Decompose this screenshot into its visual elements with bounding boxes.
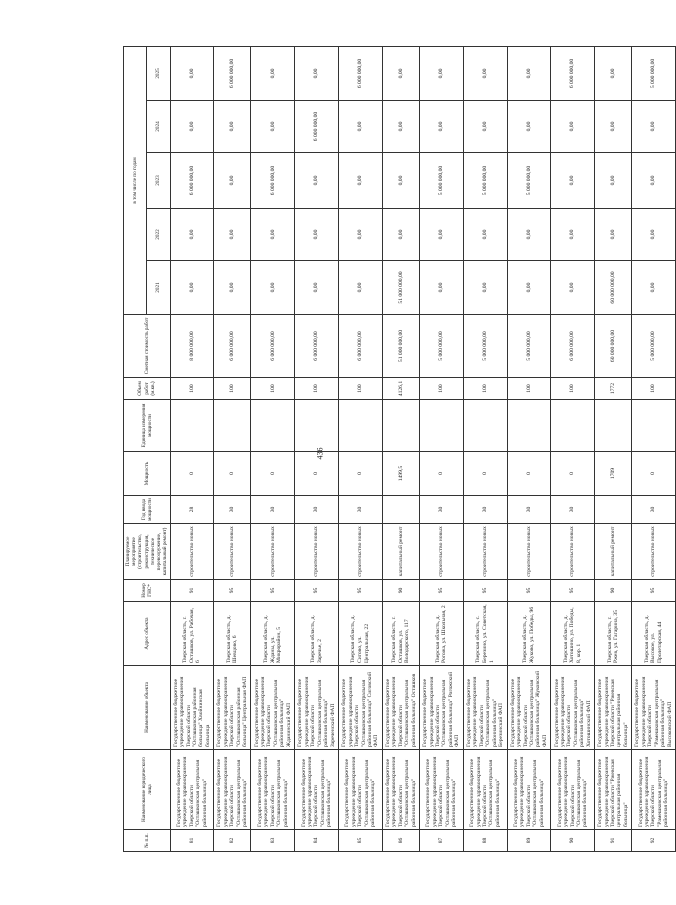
cell-type: строительство новых [250, 524, 294, 580]
cell-y2024: 0,00 [550, 101, 594, 153]
cell-y2025: 0,00 [419, 46, 463, 100]
table-row [594, 46, 631, 851]
table-body [170, 46, 676, 851]
header-capacity: Мощность [123, 452, 170, 496]
cell-y2025: 5 000 000,00 [631, 46, 675, 100]
cell-y2024: 0,00 [382, 101, 419, 153]
cell-nominal: 100 [507, 378, 551, 400]
cell-address: Тверская область, д. Хотошино, ул. Победы, 8, кор. 1 [550, 602, 594, 666]
cell-customer: Государственное бюджетное учреждение здравоохранения Тверской области "Осташковская центральная районная больница" [463, 750, 507, 830]
cell-y2025: 0,00 [294, 46, 338, 100]
cell-start-year [594, 496, 631, 524]
cell-num: 87 [419, 830, 463, 852]
cell-type: строительство новых [170, 524, 214, 580]
cell-total-cost: 5 000 000,00 [463, 315, 507, 378]
table-row [507, 46, 551, 851]
cell-start-year: 30 [507, 496, 551, 524]
cell-y2021: 0,00 [419, 261, 463, 315]
cell-num: 90 [550, 830, 594, 852]
header-row-top [123, 46, 146, 851]
cell-code: 90 [382, 580, 419, 602]
cell-object: Государственное бюджетное учреждение здравоохранения Тверской области "Осташковская центральная районная больница" Рогожский ФАП [419, 666, 463, 750]
cell-nominal: 100 [550, 378, 594, 400]
cell-start-year: 30 [250, 496, 294, 524]
cell-nominal: 100 [419, 378, 463, 400]
cell-object: Государственное бюджетное учреждение здравоохранения Тверской области "Осташковская центральная районная больница" Жданинский ФАП [250, 666, 294, 750]
cell-start-year: 30 [631, 496, 675, 524]
cell-y2022: 0,00 [463, 209, 507, 261]
cell-object: Государственное бюджетное учреждение здравоохранения Тверской области "Ржевская центральная районная больница" [594, 666, 631, 750]
cell-num: 91 [594, 830, 631, 852]
header-address: Адрес объекта [123, 602, 170, 666]
cell-nominal: 100 [463, 378, 507, 400]
header-capacity-unit: Единица измерения мощности [123, 400, 170, 452]
cell-capacity: 0 [250, 452, 294, 496]
cell-code: 91 [170, 580, 214, 602]
cell-y2023: 0,00 [631, 153, 675, 209]
header-code: Номер ГНС* [123, 580, 170, 602]
cell-type: строительство новых [507, 524, 551, 580]
header-year-2024: 2024 [146, 101, 169, 153]
cell-y2024: 0,00 [250, 101, 294, 153]
cell-total-cost: 60 000 000,00 [594, 315, 631, 378]
cell-y2025: 0,00 [594, 46, 631, 100]
cell-nominal: 100 [631, 378, 675, 400]
cell-code: 95 [213, 580, 250, 602]
cell-total-cost: 5 000 000,00 [631, 315, 675, 378]
cell-code: 95 [250, 580, 294, 602]
header-year-2023: 2023 [146, 153, 169, 209]
cell-start-year: 28 [170, 496, 214, 524]
table-row [631, 46, 675, 851]
cell-nominal: 100 [294, 378, 338, 400]
cell-address: Тверская область, с. Березино, ул. Советская, 1 [463, 602, 507, 666]
cell-customer: Государственное бюджетное учреждение здравоохранения Тверской области "Осташковская центральная районная больница" [507, 750, 551, 830]
cell-start-year [382, 496, 419, 524]
cell-y2022: 0,00 [170, 209, 214, 261]
cell-y2024: 0,00 [594, 101, 631, 153]
cell-y2021: 60 000 000,00 [594, 261, 631, 315]
cell-capacity-unit [463, 400, 507, 452]
cell-capacity-unit [631, 400, 675, 452]
cell-capacity: 1709 [594, 452, 631, 496]
cell-customer: Государственное бюджетное учреждение здравоохранения Тверской области "Осташковская центральная районная больница" [550, 750, 594, 830]
table-row [170, 46, 214, 851]
table-row [338, 46, 382, 851]
cell-y2023: 6 000 000,00 [170, 153, 214, 209]
cell-object: Государственное бюджетное учреждение здравоохранения Тверской области "Осташковская районная больница" Хвойнинская больница [170, 666, 214, 750]
cell-address: Тверская область, д. Высокое, ул. Пролетарская, 44 [631, 602, 675, 666]
cell-customer: Государственное бюджетное учреждение здравоохранения Тверской области "Осташковская центральная районная больница" [419, 750, 463, 830]
cell-num: 81 [170, 830, 214, 852]
cell-type: строительство новых [419, 524, 463, 580]
cell-total-cost: 51 000 000,00 [382, 315, 419, 378]
cell-capacity-unit [294, 400, 338, 452]
cell-num: 82 [213, 830, 250, 852]
cell-object: Государственное бюджетное учреждение здравоохранения Тверской области "Осташковская центральная районная больница" Березинский ФАП [463, 666, 507, 750]
cell-capacity: 0 [338, 452, 382, 496]
cell-capacity: 0 [507, 452, 551, 496]
cell-code: 95 [338, 580, 382, 602]
cell-capacity-unit [594, 400, 631, 452]
cell-y2023: 0,00 [213, 153, 250, 209]
cell-y2023: 0,00 [550, 153, 594, 209]
cell-capacity: 0 [463, 452, 507, 496]
table-row [250, 46, 294, 851]
header-total-cost: Сметная стоимость работ [123, 315, 170, 378]
cell-type: строительство новых [631, 524, 675, 580]
cell-capacity-unit [550, 400, 594, 452]
cell-y2022: 0,00 [213, 209, 250, 261]
cell-code: 95 [631, 580, 675, 602]
cell-start-year: 30 [213, 496, 250, 524]
table-row [213, 46, 250, 851]
cell-nominal: 100 [213, 378, 250, 400]
cell-y2025: 6 000 000,00 [213, 46, 250, 100]
cell-y2024: 0,00 [463, 101, 507, 153]
cell-y2024: 0,00 [170, 101, 214, 153]
cell-num: 86 [382, 830, 419, 852]
cell-total-cost: 8 000 000,00 [170, 315, 214, 378]
cell-y2023: 6 000 000,00 [250, 153, 294, 209]
cell-capacity: 0 [170, 452, 214, 496]
cell-y2021: 0,00 [170, 261, 214, 315]
cell-y2022: 0,00 [338, 209, 382, 261]
header-year-2022: 2022 [146, 209, 169, 261]
table-row [294, 46, 338, 851]
cell-y2022: 0,00 [250, 209, 294, 261]
header-type: Планируемое мероприятие (строительство, реконструкция, техническое перевооружение, капитальный ремонт) [123, 524, 170, 580]
cell-start-year: 30 [419, 496, 463, 524]
cell-y2025: 0,00 [507, 46, 551, 100]
cell-y2025: 0,00 [382, 46, 419, 100]
cell-start-year: 30 [294, 496, 338, 524]
header-nominal: Объем работ (м.кв.) [123, 378, 170, 400]
header-by-years: в том числе по годам [123, 46, 146, 314]
cell-y2021: 0,00 [463, 261, 507, 315]
cell-y2021: 0,00 [507, 261, 551, 315]
cell-capacity: 0 [419, 452, 463, 496]
cell-num: 85 [338, 830, 382, 852]
cell-y2023: 0,00 [382, 153, 419, 209]
cell-customer: Государственное бюджетное учреждение здравоохранения Тверской области "Осташковская центральная районная больница" [170, 750, 214, 830]
cell-capacity-unit [382, 400, 419, 452]
cell-customer: Государственное бюджетное учреждение здравоохранения Тверской области "Осташковская центральная районная больница" [250, 750, 294, 830]
cell-address: Тверская область, д. Жуково, ул. Победы, 96 [507, 602, 551, 666]
cell-y2022: 0,00 [294, 209, 338, 261]
cell-type: строительство новых [213, 524, 250, 580]
header-customer: Наименование юридического лица [123, 750, 170, 830]
cell-capacity-unit [250, 400, 294, 452]
cell-num: 88 [463, 830, 507, 852]
cell-y2023: 0,00 [338, 153, 382, 209]
cell-code: 95 [507, 580, 551, 602]
table-row [463, 46, 507, 851]
cell-y2025: 0,00 [250, 46, 294, 100]
header-num: № п.п. [123, 830, 170, 852]
cell-customer: Государственное бюджетное учреждение здравоохранения Тверской области "Осташковская центральная районная больница" [213, 750, 250, 830]
cell-total-cost: 6 000 000,00 [294, 315, 338, 378]
cell-capacity-unit [213, 400, 250, 452]
cell-capacity-unit [507, 400, 551, 452]
cell-capacity: 0 [213, 452, 250, 496]
investment-program-table [123, 46, 676, 852]
cell-total-cost: 6 000 000,00 [213, 315, 250, 378]
cell-num: 89 [507, 830, 551, 852]
cell-y2024: 0,00 [507, 101, 551, 153]
cell-total-cost: 6 000 000,00 [250, 315, 294, 378]
cell-y2021: 0,00 [294, 261, 338, 315]
cell-type: строительство новых [294, 524, 338, 580]
cell-type: капитальный ремонт [382, 524, 419, 580]
cell-y2023: 0,00 [294, 153, 338, 209]
cell-y2023: 5 000 000,00 [419, 153, 463, 209]
cell-customer: Государственное бюджетное учреждение здравоохранения Тверской области "Осташковская центральная районная больница" [294, 750, 338, 830]
cell-capacity: 1499,5 [382, 452, 419, 496]
cell-total-cost: 5 000 000,00 [419, 315, 463, 378]
cell-y2025: 0,00 [463, 46, 507, 100]
cell-customer: Государственное бюджетное учреждение здравоохранения Тверской области "Рамешковская центральная районная больница" [631, 750, 675, 830]
cell-total-cost: 5 000 000,00 [507, 315, 551, 378]
cell-object: Государственное бюджетное учреждение здравоохранения Тверской области "Осташковская центральная районная больница" Хотошинский ФАП [550, 666, 594, 750]
cell-y2024: 0,00 [419, 101, 463, 153]
cell-type: строительство новых [338, 524, 382, 580]
cell-y2025: 0,00 [170, 46, 214, 100]
cell-type: капитальный ремонт [594, 524, 631, 580]
cell-y2021: 0,00 [550, 261, 594, 315]
cell-customer: Государственное бюджетное учреждение здравоохранения Тверской области "Ржевская центральная районная больница" [594, 750, 631, 830]
table-row [419, 46, 463, 851]
header-start-year: Год ввода мощности [123, 496, 170, 524]
cell-y2024: 0,00 [631, 101, 675, 153]
cell-code: 95 [463, 580, 507, 602]
cell-num: 84 [294, 830, 338, 852]
cell-y2022: 0,00 [419, 209, 463, 261]
cell-address: Тверская область, д. Сиговo, ул. Центральная, 22 [338, 602, 382, 666]
cell-code: 95 [550, 580, 594, 602]
cell-capacity: 0 [631, 452, 675, 496]
header-object: Наименование объекта [123, 666, 170, 750]
cell-type: строительство новых [550, 524, 594, 580]
header-year-2021: 2021 [146, 261, 169, 315]
cell-address: Тверская область, г. Осташков, ул. Рабочая, 6 [170, 602, 214, 666]
cell-start-year: 30 [463, 496, 507, 524]
cell-capacity-unit [338, 400, 382, 452]
cell-y2023: 0,00 [594, 153, 631, 209]
cell-address: Тверская область, д. Жданы, ул. Микрорайон, 5 [250, 602, 294, 666]
cell-start-year: 30 [338, 496, 382, 524]
cell-y2023: 5 000 000,00 [507, 153, 551, 209]
cell-total-cost: 6 000 000,00 [338, 315, 382, 378]
cell-nominal: 100 [338, 378, 382, 400]
cell-y2021: 0,00 [338, 261, 382, 315]
cell-address: Тверская область, д. Заречье, 2 [294, 602, 338, 666]
cell-y2021: 51 000 000,00 [382, 261, 419, 315]
cell-y2022: 0,00 [550, 209, 594, 261]
cell-y2022: 0,00 [507, 209, 551, 261]
cell-y2022: 0,00 [631, 209, 675, 261]
cell-capacity: 0 [550, 452, 594, 496]
cell-address: Тверская область, г. Осташков, ул. Володарского, 117 [382, 602, 419, 666]
cell-y2025: 6 000 000,00 [338, 46, 382, 100]
cell-num: 83 [250, 830, 294, 852]
cell-y2024: 0,00 [338, 101, 382, 153]
cell-capacity-unit [170, 400, 214, 452]
page-number: 436 [315, 447, 325, 459]
cell-customer: Государственное бюджетное учреждение здравоохранения Тверской области "Осташковская центральная районная больница" [338, 750, 382, 830]
cell-object: Государственное бюджетное учреждение здравоохранения Тверской области "Осташковская центральная районная больница" Зареченский ФАП [294, 666, 338, 750]
table-row [382, 46, 419, 851]
cell-nominal: 100 [250, 378, 294, 400]
cell-address: Тверская область, д. Рогожа, ул. Школьная, 2 [419, 602, 463, 666]
cell-nominal: 1772 [594, 378, 631, 400]
rotated-table-sheet [123, 47, 673, 852]
cell-y2023: 5 000 000,00 [463, 153, 507, 209]
header-year-2025: 2025 [146, 46, 169, 100]
cell-total-cost: 6 000 000,00 [550, 315, 594, 378]
cell-customer: Государственное бюджетное учреждение здравоохранения Тверской области "Осташковская центральная районная больница" [382, 750, 419, 830]
cell-y2021: 0,00 [213, 261, 250, 315]
table-row [550, 46, 594, 851]
cell-object: Государственное бюджетное учреждение здравоохранения Тверской области "Осташковская центральная районная больница" Осташков [382, 666, 419, 750]
cell-nominal: 100 [170, 378, 214, 400]
cell-y2025: 6 000 000,00 [550, 46, 594, 100]
cell-type: строительство новых [463, 524, 507, 580]
cell-capacity-unit [419, 400, 463, 452]
cell-y2021: 0,00 [250, 261, 294, 315]
cell-object: Государственное бюджетное учреждение здравоохранения Тверской области "Осташковская центральная районная больница" Жуковский ФАП [507, 666, 551, 750]
cell-code: 90 [594, 580, 631, 602]
cell-capacity: 0 [294, 452, 338, 496]
cell-address: Тверская область, г. Ржев, ул. Гагарина, 35 [594, 602, 631, 666]
cell-nominal: 4126,1 [382, 378, 419, 400]
cell-object: Государственное бюджетное учреждение здравоохранения Тверской области "Осташковская центральная районная больница" Сиговский ФАП [338, 666, 382, 750]
cell-y2024: 6 000 000,00 [294, 101, 338, 153]
cell-object: Государственное бюджетное учреждение здравоохранения Тверской области "Рамешковская центральная районная больница" Высоковский ФАП [631, 666, 675, 750]
cell-y2022: 0,00 [382, 209, 419, 261]
cell-num: 92 [631, 830, 675, 852]
cell-y2022: 0,00 [594, 209, 631, 261]
cell-code: 95 [419, 580, 463, 602]
cell-code: 95 [294, 580, 338, 602]
cell-object: Государственное бюджетное учреждение здравоохранения Тверской области "Осташковская районная больница" Центральная ФАП [213, 666, 250, 750]
cell-y2021: 0,00 [631, 261, 675, 315]
cell-y2024: 0,00 [213, 101, 250, 153]
cell-address: Тверская область, д. Шевцовo, 6 [213, 602, 250, 666]
cell-start-year: 30 [550, 496, 594, 524]
